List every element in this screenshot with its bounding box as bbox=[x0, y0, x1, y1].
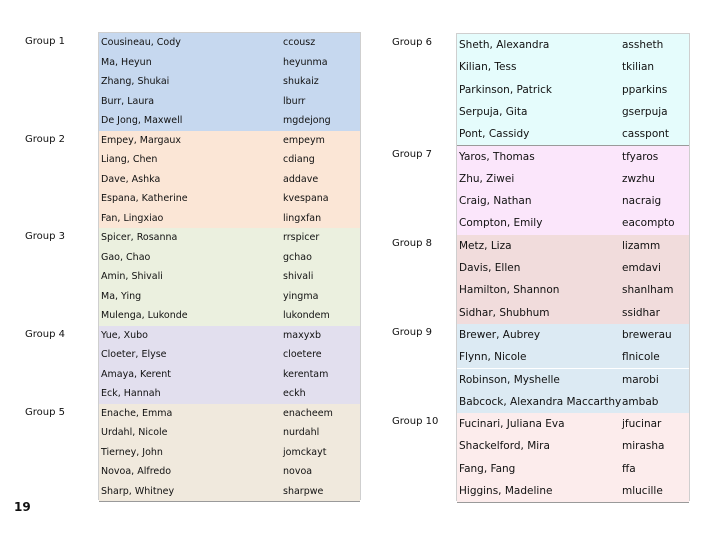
table-row bbox=[457, 146, 689, 168]
table-row bbox=[457, 34, 689, 56]
student-name: Spicer, Rosanna bbox=[101, 232, 178, 243]
student-uniqname: casspont bbox=[622, 128, 670, 141]
student-uniqname: shukaiz bbox=[283, 76, 319, 87]
table-row bbox=[99, 150, 360, 170]
student-uniqname: maxyxb bbox=[283, 329, 321, 341]
student-name: Eck, Hannah bbox=[101, 388, 161, 399]
student-uniqname: heyunma bbox=[283, 56, 328, 68]
student-uniqname: nurdahl bbox=[283, 427, 320, 438]
student-name: Cousineau, Cody bbox=[101, 37, 181, 48]
student-uniqname: flnicole bbox=[622, 351, 660, 364]
student-name: Liang, Chen bbox=[101, 154, 158, 165]
table-row bbox=[457, 235, 689, 257]
table-row bbox=[457, 101, 689, 123]
student-name: Compton, Emily bbox=[459, 217, 543, 230]
student-uniqname: nacraig bbox=[622, 195, 662, 208]
student-name: Sidhar, Shubhum bbox=[459, 306, 550, 319]
student-name: Pont, Cassidy bbox=[459, 128, 530, 141]
table-row bbox=[457, 391, 689, 414]
table-row bbox=[457, 413, 689, 435]
group-label: Group 1 bbox=[25, 36, 65, 47]
table-row bbox=[457, 190, 689, 212]
student-name: Tierney, John bbox=[101, 446, 163, 458]
table-row bbox=[99, 306, 360, 327]
student-name: Brewer, Aubrey bbox=[459, 328, 541, 341]
student-uniqname: mgdejong bbox=[283, 115, 331, 126]
group-label: Group 5 bbox=[25, 406, 65, 418]
student-name: Babcock, Alexandra Maccarthy bbox=[459, 395, 622, 408]
table-row bbox=[99, 365, 360, 385]
student-uniqname: jomckayt bbox=[283, 446, 327, 458]
table-row bbox=[457, 168, 689, 190]
table-row bbox=[99, 131, 360, 151]
table-row bbox=[99, 287, 360, 307]
table-row bbox=[99, 326, 360, 346]
student-uniqname: lburr bbox=[283, 95, 306, 107]
page-number: 19 bbox=[14, 500, 31, 514]
student-name: Sheth, Alexandra bbox=[459, 39, 550, 51]
table-row bbox=[99, 111, 360, 132]
table-row bbox=[457, 346, 689, 368]
student-uniqname: lukondem bbox=[283, 310, 330, 321]
student-uniqname: ffa bbox=[622, 462, 636, 475]
student-name: Amaya, Kerent bbox=[101, 368, 171, 380]
student-uniqname: tkilian bbox=[622, 61, 655, 74]
group-label: Group 2 bbox=[25, 133, 65, 145]
table-row bbox=[457, 79, 689, 101]
group-label: Group 4 bbox=[25, 328, 65, 340]
table-row bbox=[99, 92, 360, 112]
student-name: Enache, Emma bbox=[101, 407, 173, 419]
student-name: Kilian, Tess bbox=[459, 61, 517, 74]
table-row bbox=[99, 345, 360, 365]
student-name: Fan, Lingxiao bbox=[101, 212, 164, 224]
student-name: Gao, Chao bbox=[101, 251, 151, 263]
student-uniqname: zwzhu bbox=[622, 172, 655, 185]
student-uniqname: lingxfan bbox=[283, 212, 322, 224]
table-row bbox=[99, 423, 360, 443]
group-label: Group 7 bbox=[392, 148, 432, 160]
student-uniqname: assheth bbox=[622, 39, 664, 51]
student-uniqname: ccousz bbox=[283, 37, 316, 48]
group-label: Group 10 bbox=[392, 416, 439, 428]
table-row bbox=[99, 72, 360, 92]
student-name: Ma, Ying bbox=[101, 290, 142, 302]
student-name: Zhu, Ziwei bbox=[459, 172, 515, 185]
student-name: Amin, Shivali bbox=[101, 271, 163, 282]
student-uniqname: tfyaros bbox=[622, 150, 659, 163]
student-uniqname: cloetere bbox=[283, 349, 322, 360]
student-uniqname: mirasha bbox=[622, 440, 665, 453]
group-label: Group 8 bbox=[392, 237, 432, 249]
table-row bbox=[99, 53, 360, 73]
table-row bbox=[99, 189, 360, 209]
table-row bbox=[99, 404, 360, 424]
table-row bbox=[457, 369, 689, 391]
student-uniqname: yingma bbox=[283, 290, 319, 302]
student-uniqname: rrspicer bbox=[283, 232, 320, 243]
table-row bbox=[99, 384, 360, 405]
table-row bbox=[457, 458, 689, 480]
table-row bbox=[99, 33, 360, 53]
table-row bbox=[99, 170, 360, 190]
student-name: Burr, Laura bbox=[101, 95, 155, 107]
student-name: Craig, Nathan bbox=[459, 195, 532, 208]
student-uniqname: ssidhar bbox=[622, 306, 660, 319]
student-name: Zhang, Shukai bbox=[101, 76, 170, 87]
student-uniqname: sharpwe bbox=[283, 485, 324, 497]
table-row bbox=[457, 279, 689, 301]
student-uniqname: addave bbox=[283, 173, 319, 185]
student-name: Mulenga, Lukonde bbox=[101, 310, 188, 321]
student-name: Davis, Ellen bbox=[459, 262, 521, 274]
table-row bbox=[99, 248, 360, 268]
student-name: Fucinari, Juliana Eva bbox=[459, 418, 565, 431]
right-groups-table bbox=[456, 33, 690, 501]
table-row bbox=[457, 480, 689, 503]
student-uniqname: shivali bbox=[283, 271, 314, 282]
table-row bbox=[457, 257, 689, 279]
student-name: Ma, Heyun bbox=[101, 56, 152, 68]
table-row bbox=[99, 209, 360, 230]
student-name: Shackelford, Mira bbox=[459, 440, 550, 453]
student-uniqname: kerentam bbox=[283, 368, 329, 380]
student-name: Empey, Margaux bbox=[101, 134, 182, 146]
student-name: Espana, Katherine bbox=[101, 193, 188, 204]
student-uniqname: novoa bbox=[283, 466, 313, 477]
student-name: Flynn, Nicole bbox=[459, 351, 527, 364]
student-name: Novoa, Alfredo bbox=[101, 466, 172, 477]
table-row bbox=[457, 435, 689, 457]
group-label: Group 3 bbox=[25, 231, 65, 242]
table-row bbox=[457, 56, 689, 78]
student-uniqname: shanlham bbox=[622, 284, 674, 297]
table-row bbox=[99, 482, 360, 503]
student-uniqname: emdavi bbox=[622, 262, 661, 274]
student-uniqname: empeym bbox=[283, 134, 325, 146]
student-name: Parkinson, Patrick bbox=[459, 83, 552, 96]
student-uniqname: gchao bbox=[283, 251, 312, 263]
student-uniqname: enacheem bbox=[283, 407, 333, 419]
student-name: Cloeter, Elyse bbox=[101, 349, 167, 360]
table-row bbox=[457, 324, 689, 346]
student-name: De Jong, Maxwell bbox=[101, 115, 183, 126]
student-name: Hamilton, Shannon bbox=[459, 284, 560, 297]
student-uniqname: cdiang bbox=[283, 154, 315, 165]
student-name: Dave, Ashka bbox=[101, 173, 161, 185]
student-uniqname: pparkins bbox=[622, 83, 668, 96]
group-label: Group 6 bbox=[392, 37, 432, 48]
table-row bbox=[457, 212, 689, 235]
table-row bbox=[99, 228, 360, 248]
table-row bbox=[99, 462, 360, 482]
table-row bbox=[99, 443, 360, 463]
table-row bbox=[99, 267, 360, 287]
student-uniqname: eacompto bbox=[622, 217, 675, 230]
student-uniqname: gserpuja bbox=[622, 105, 668, 118]
student-uniqname: ambab bbox=[622, 395, 659, 408]
student-uniqname: mlucille bbox=[622, 485, 663, 497]
group-label: Group 9 bbox=[392, 326, 432, 338]
student-uniqname: lizamm bbox=[622, 239, 661, 252]
student-uniqname: marobi bbox=[622, 373, 659, 386]
student-uniqname: brewerau bbox=[622, 328, 672, 341]
student-name: Fang, Fang bbox=[459, 462, 516, 475]
table-row bbox=[457, 302, 689, 325]
left-groups-table bbox=[98, 32, 361, 500]
student-uniqname: eckh bbox=[283, 388, 306, 399]
student-name: Sharp, Whitney bbox=[101, 485, 175, 497]
student-name: Serpuja, Gita bbox=[459, 105, 528, 118]
student-uniqname: jfucinar bbox=[622, 418, 662, 431]
student-name: Higgins, Madeline bbox=[459, 485, 553, 497]
student-name: Metz, Liza bbox=[459, 239, 512, 252]
table-row bbox=[457, 123, 689, 146]
student-uniqname: kvespana bbox=[283, 193, 329, 204]
student-name: Yue, Xubo bbox=[101, 329, 148, 341]
student-name: Yaros, Thomas bbox=[459, 150, 535, 163]
student-name: Urdahl, Nicole bbox=[101, 427, 168, 438]
student-name: Robinson, Myshelle bbox=[459, 373, 560, 386]
